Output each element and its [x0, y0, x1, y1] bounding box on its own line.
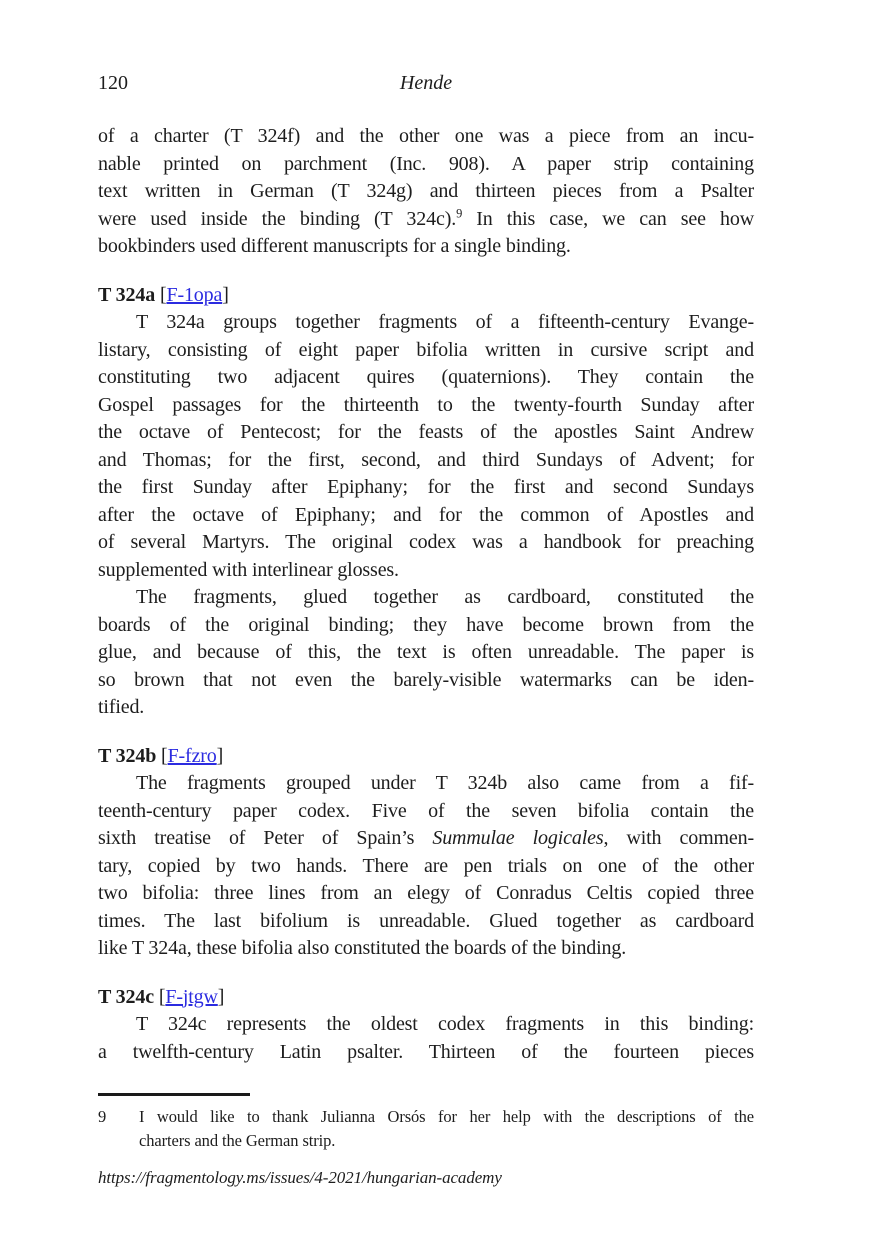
- text-line: [98, 584, 754, 612]
- text-line: [98, 825, 754, 853]
- section-label: T 324b: [98, 744, 157, 767]
- running-title: Hende: [399, 72, 453, 94]
- article-body: [98, 123, 754, 1066]
- text-segment: ]: [216, 744, 224, 767]
- text-line: [98, 1039, 754, 1067]
- text-segment: listary, consisting of eight paper bifolia written in cursive script and: [98, 338, 754, 361]
- text-segment: tary, copied by two hands. There are pen trials on one of the other: [98, 854, 754, 877]
- text-segment: , with commen-: [603, 827, 755, 849]
- text-segment: text written in German (T 324g) and thirteen pieces from a Psalter: [98, 180, 754, 202]
- text-line: [98, 447, 754, 475]
- text-segment: constituting two adjacent quires (quaternions). They contain the: [98, 366, 754, 388]
- footnote-line: I would like to thank Julianna Orsós for her help with the descriptions of the: [139, 1107, 754, 1126]
- body-paragraph: [98, 123, 754, 261]
- section-label: T 324a: [98, 283, 156, 306]
- section-label: T 324c: [98, 985, 154, 1008]
- text-line: [98, 557, 754, 585]
- text-segment: [: [156, 744, 168, 767]
- italic-work-title: Summulae logicales: [432, 827, 604, 849]
- text-segment: The fragments grouped under T 324b also came from a fif-: [136, 772, 754, 794]
- text-segment: ]: [217, 985, 225, 1008]
- heading-line: [98, 743, 754, 771]
- text-segment: Gospel passages for the thirteenth to the twenty-fourth Sunday after: [98, 393, 754, 416]
- text-segment: [: [153, 985, 166, 1008]
- text-segment: T 324c represents the oldest codex fragments in this binding:: [136, 1013, 754, 1035]
- fragment-id-link[interactable]: F-fzro: [167, 744, 217, 767]
- page-number: 120: [98, 72, 128, 94]
- text-segment: supplemented with interlinear glosses.: [98, 558, 399, 581]
- footnote-line: charters and the German strip.: [139, 1131, 336, 1150]
- text-line: [98, 474, 754, 502]
- text-segment: In this case, we can see how: [462, 207, 754, 230]
- text-line: [98, 309, 754, 337]
- heading-line: [98, 282, 754, 310]
- text-line: [98, 798, 754, 826]
- text-line: [98, 935, 754, 963]
- text-segment: of several Martyrs. The original codex was a handbook for preaching: [98, 531, 754, 553]
- text-segment: T 324a groups together fragments of a fifteenth-century Evange-: [136, 311, 754, 333]
- text-line: [98, 667, 754, 695]
- text-segment: of a charter (T 324f) and the other one was a piece from an incu-: [98, 125, 754, 147]
- section-heading: [98, 282, 754, 310]
- text-line: [98, 880, 754, 908]
- footnote-text: [139, 1105, 754, 1153]
- text-line: [98, 612, 754, 640]
- text-line: [98, 233, 754, 261]
- section-heading: [98, 743, 754, 771]
- text-line: [98, 1011, 754, 1039]
- text-segment: The fragments, glued together as cardboard, constituted the: [136, 586, 754, 608]
- body-paragraph: [98, 309, 754, 584]
- fragment-id-link[interactable]: F-1opa: [166, 283, 223, 306]
- footnote-number: 9: [98, 1107, 107, 1126]
- text-segment: after the octave of Epiphany; and for the common of Apostles and: [98, 503, 754, 526]
- text-segment: tified.: [98, 696, 145, 718]
- text-segment: and Thomas; for the first, second, and third Sundays of Advent; for: [98, 448, 754, 471]
- text-line: [98, 694, 754, 722]
- text-line: [98, 639, 754, 667]
- text-segment: like T 324a, these bifolia also constituted the boards of the binding.: [98, 937, 627, 959]
- footnote-marker: 9: [456, 205, 463, 220]
- text-segment: boards of the original binding; they have become brown from the: [98, 613, 754, 636]
- text-line: [98, 178, 754, 206]
- body-paragraph: [98, 1011, 754, 1066]
- text-segment: [: [155, 283, 167, 306]
- text-segment: nable printed on parchment (Inc. 908). A paper strip containing: [98, 152, 754, 175]
- text-line: [98, 123, 754, 151]
- text-line: [98, 502, 754, 530]
- fragment-id-link[interactable]: F-jtgw: [165, 985, 218, 1008]
- text-segment: sixth treatise of Peter of Spain’s: [98, 827, 433, 849]
- text-line: [98, 392, 754, 420]
- body-paragraph: [98, 770, 754, 963]
- section-heading: [98, 984, 754, 1012]
- text-segment: the octave of Pentecost; for the feasts of the apostles Saint Andrew: [98, 421, 754, 443]
- text-segment: the first Sunday after Epiphany; for the first and second Sundays: [98, 476, 754, 498]
- text-line: [98, 419, 754, 447]
- text-line: [98, 853, 754, 881]
- heading-line: [98, 984, 754, 1012]
- text-line: [98, 364, 754, 392]
- footnote-rule: [98, 1093, 250, 1096]
- text-block: [98, 70, 754, 1189]
- footnote-row: [98, 1105, 754, 1153]
- text-line: [98, 770, 754, 798]
- footnote-section: [98, 1093, 754, 1153]
- text-segment: two bifolia: three lines from an elegy of Conradus Celtis copied three: [98, 882, 754, 904]
- text-line: [98, 529, 754, 557]
- text-segment: ]: [222, 283, 229, 306]
- text-line: [98, 908, 754, 936]
- journal-url: https://fragmentology.ms/issues/4-2021/hungarian-academy: [98, 1168, 502, 1187]
- text-segment: were used inside the binding (T 324c).: [98, 207, 457, 230]
- text-segment: teenth-century paper codex. Five of the seven bifolia contain the: [98, 799, 754, 822]
- text-segment: times. The last bifolium is unreadable. Glued together as cardboard: [98, 909, 754, 932]
- running-header: [98, 70, 754, 97]
- text-segment: so brown that not even the barely-visible watermarks can be iden-: [98, 668, 754, 691]
- text-line: [98, 337, 754, 365]
- text-line: [98, 206, 754, 234]
- text-line: [98, 151, 754, 179]
- body-paragraph: [98, 584, 754, 722]
- text-segment: a twelfth-century Latin psalter. Thirteen of the fourteen pieces: [98, 1040, 754, 1063]
- text-segment: bookbinders used different manuscripts for a single binding.: [98, 235, 571, 257]
- text-segment: glue, and because of this, the text is often unreadable. The paper is: [98, 641, 754, 663]
